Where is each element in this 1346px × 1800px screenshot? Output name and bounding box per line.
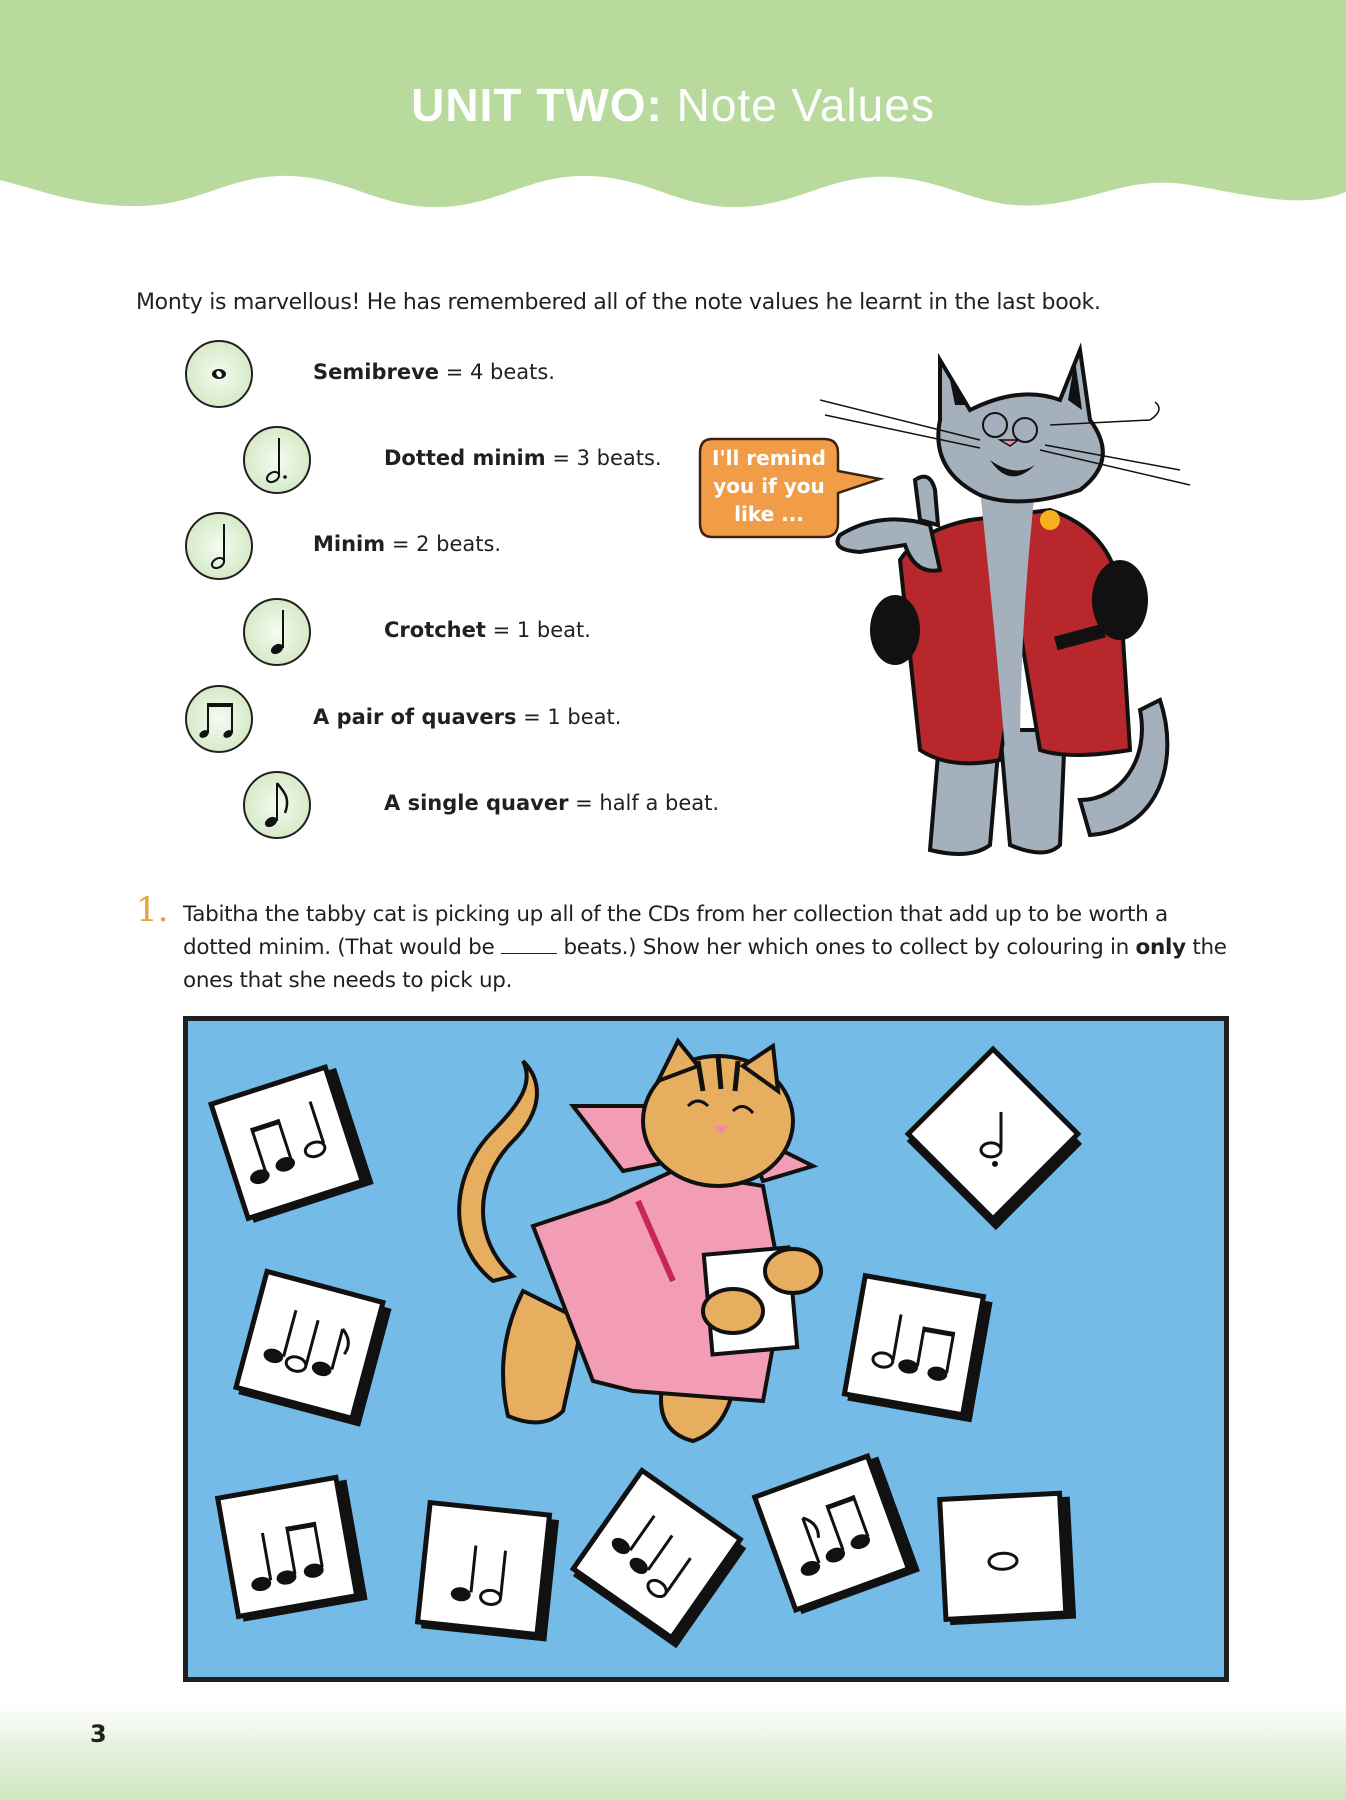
cd-quavers-minim[interactable] bbox=[211, 1064, 374, 1224]
note-row-dotted-minim bbox=[243, 426, 311, 494]
answer-blank[interactable] bbox=[501, 935, 557, 954]
note-label-dotted-minim: Dotted minim = 3 beats. bbox=[384, 446, 662, 470]
cd-crotchets-minim[interactable] bbox=[570, 1470, 749, 1648]
cd-quaver-quavers[interactable] bbox=[755, 1453, 920, 1616]
unit-title: Note Values bbox=[676, 79, 935, 131]
single-quaver-icon bbox=[243, 771, 311, 839]
page-title bbox=[0, 78, 1346, 132]
intro-text: Monty is marvellous! He has remembered all of the note values he learnt in the last book. bbox=[136, 290, 1101, 315]
footer-band bbox=[0, 1700, 1346, 1800]
note-row-single-quaver bbox=[243, 771, 311, 839]
tabitha-cat-illustration bbox=[433, 1021, 913, 1461]
cd-semibreve[interactable] bbox=[940, 1493, 1076, 1626]
dotted-minim-icon bbox=[243, 426, 311, 494]
cd-crotchet-minim[interactable] bbox=[417, 1503, 559, 1642]
monty-cat-illustration bbox=[820, 330, 1240, 870]
minim-icon bbox=[185, 512, 253, 580]
note-label-minim: Minim = 2 beats. bbox=[313, 532, 502, 556]
note-label-crotchet: Crotchet = 1 beat. bbox=[384, 618, 591, 642]
crotchet-icon bbox=[243, 598, 311, 666]
unit-label: UNIT TWO: bbox=[411, 79, 663, 131]
note-row-quaver-pair bbox=[185, 685, 253, 753]
note-label-single-quaver: A single quaver = half a beat. bbox=[384, 791, 720, 815]
note-label-quaver-pair: A pair of quavers = 1 beat. bbox=[313, 705, 622, 729]
semibreve-icon bbox=[185, 340, 253, 408]
cd-dotted-minim[interactable] bbox=[904, 1049, 1085, 1230]
quaver-pair-icon bbox=[185, 685, 253, 753]
cd-scene bbox=[183, 1016, 1229, 1682]
note-row-minim bbox=[185, 512, 253, 580]
note-row-crotchet bbox=[243, 598, 311, 666]
page-number: 3 bbox=[90, 1720, 107, 1748]
cd-crotchet-quavers[interactable] bbox=[218, 1476, 368, 1623]
question-text: Tabitha the tabby cat is picking up all of the CDs from her collection that add up to be worth a dotted minim. (That would be beats.) Show her which ones to collect by colouring in only the ones that she needs to pick up. bbox=[183, 902, 1227, 993]
speech-bubble-text: I'll remind you if you like ... bbox=[712, 446, 826, 526]
note-label-semibreve: Semibreve = 4 beats. bbox=[313, 360, 555, 384]
cd-crotchet-minim-quavers[interactable] bbox=[234, 1271, 392, 1426]
note-row-semibreve bbox=[185, 340, 253, 408]
question-number: 1. bbox=[136, 890, 169, 930]
